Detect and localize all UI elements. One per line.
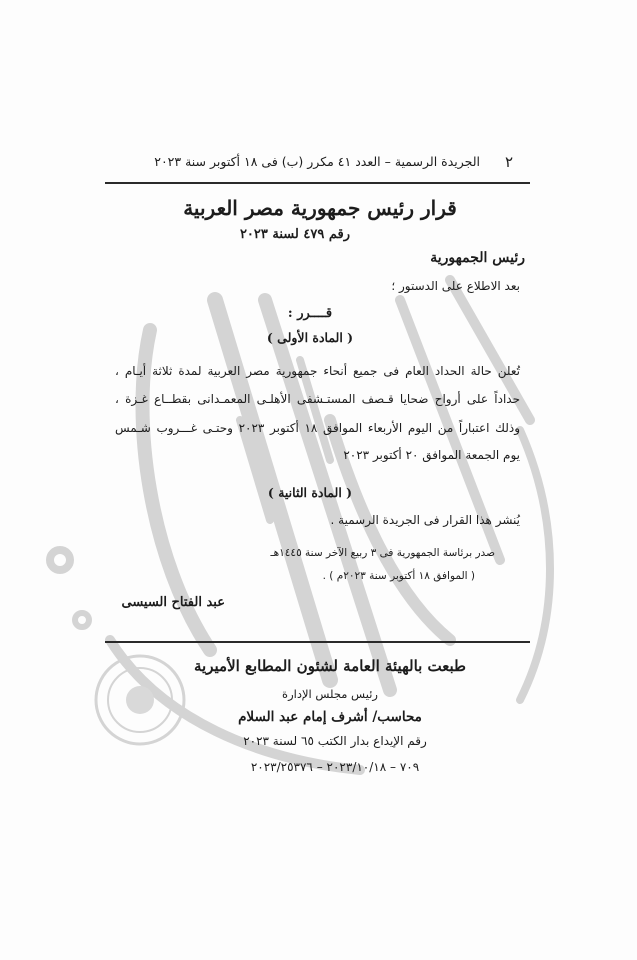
decree-title: قرار رئيس جمهورية مصر العربية <box>183 196 457 220</box>
article-1-line: حداداً على أرواح ضحايا قـصف المستـشفى الأهلـى المعمـدانى بقطــاع غـزة ، <box>115 392 520 406</box>
issuer-label: رئيس الجمهورية <box>430 250 525 266</box>
issued-date-gregorian: ( الموافق ١٨ أكتوبر سنة ٢٠٢٣م ) . <box>322 570 475 582</box>
chairman-title: رئيس مجلس الإدارة <box>282 687 378 701</box>
footer-divider <box>105 641 530 643</box>
article-2-text: يُنشر هذا القرار فى الجريدة الرسمية . <box>330 513 520 527</box>
article-1-line: وذلك اعتباراً من اليوم الأربعاء الموافق ١٨ أكتوبر ٢٠٢٣ وحتـى غـــروب شـمس <box>115 421 520 435</box>
printer-line: طبعت بالهيئة العامة لشئون المطابع الأميرية <box>194 657 466 675</box>
header-divider <box>105 182 530 184</box>
decree-number: رقم ٤٧٩ لسنة ٢٠٢٣ <box>239 227 351 242</box>
gazette-header: الجريدة الرسمية – العدد ٤١ مكرر (ب) فى ١٨ أكتوبر سنة ٢٠٢٣ <box>154 154 480 169</box>
issued-date-hijri: صدر برئاسة الجمهورية فى ٣ ربيع الآخر سنة ١٤٤٥هـ <box>270 547 495 559</box>
decided-label: قــــرر : <box>287 306 333 321</box>
article-1-line: يوم الجمعة الموافق ٢٠ أكتوبر ٢٠٢٣ <box>343 448 520 462</box>
serial-number: ٧٠٩ – ٢٠٢٣/١٠/١٨ – ٢٠٢٣/٢٥٣٧٦ <box>250 760 420 774</box>
article-2-title: ( المادة الثانية ) <box>267 485 353 500</box>
deposit-number: رقم الإيداع بدار الكتب ٦٥ لسنة ٢٠٢٣ <box>243 734 427 748</box>
preamble: بعد الاطلاع على الدستور ؛ <box>391 279 520 293</box>
article-1-line: تُعلن حالة الحداد العام فى جميع أنحاء جمهورية مصر العربية لمدة ثلاثة أيـام ، <box>115 364 520 378</box>
president-signature: عبد الفتاح السيسى <box>121 595 225 610</box>
article-1-title: ( المادة الأولى ) <box>266 330 354 345</box>
chairman-name: محاسب/ أشرف إمام عبد السلام <box>238 709 422 725</box>
page-number: ٢ <box>505 153 514 171</box>
